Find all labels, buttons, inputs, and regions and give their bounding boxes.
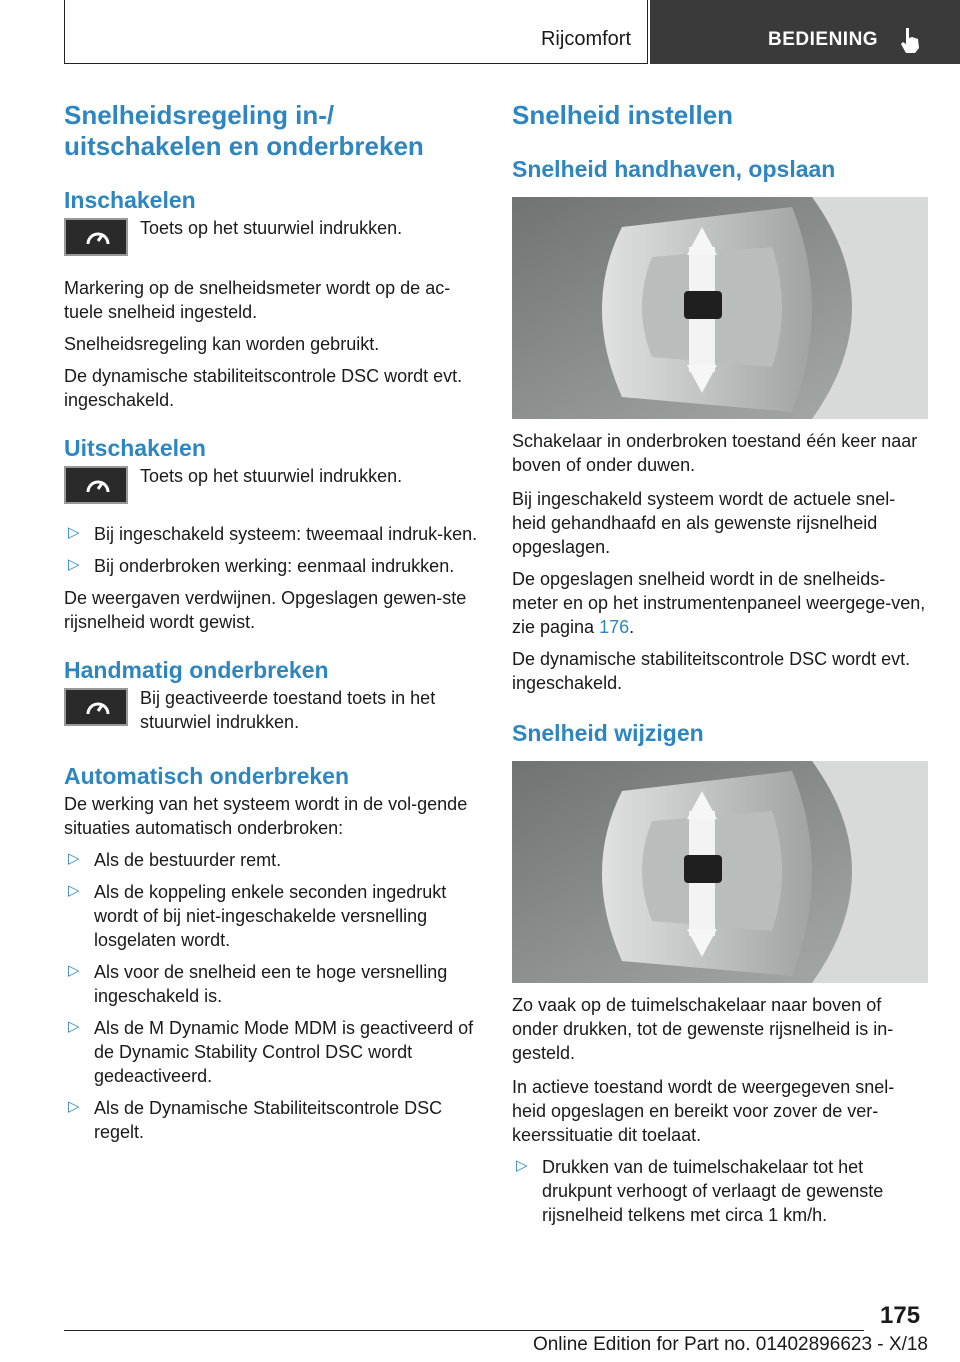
triangle-bullet-icon: ▷: [68, 1018, 80, 1035]
paragraph: Markering op de snelheidsmeter wordt op de ac-tuele snelheid ingesteld.: [64, 278, 451, 322]
heading-uitschakelen: Uitschakelen: [64, 435, 206, 461]
list-item: [64, 1016, 480, 1088]
list-item-text: Als voor de snelheid een te hoge versnelling ingeschakeld is.: [94, 962, 448, 1006]
list-item-text: Als de koppeling enkele seconden ingedrukt wordt of bij niet-ingeschakelde versnelling losgelaten wordt.: [94, 882, 447, 950]
paragraph-text: De opgeslagen snelheid wordt in de snelheids-meter en op het instrumentenpaneel weergege-ven, zie pagina: [512, 569, 926, 637]
list-item-text: Bij ingeschakeld systeem: tweemaal indruk-ken.: [94, 524, 478, 544]
list-item: [64, 880, 480, 952]
hand-pointer-icon: [898, 26, 922, 54]
right-main-heading: Snelheid instellen: [512, 100, 734, 130]
triangle-bullet-icon: ▷: [68, 1098, 80, 1115]
icon-row-inschakelen: [64, 216, 480, 272]
paragraph: De dynamische stabiliteitscontrole DSC wordt evt. ingeschakeld.: [64, 366, 463, 410]
paragraph: De weergaven verdwijnen. Opgeslagen gewen-ste rijsnelheid wordt gewist.: [64, 588, 467, 632]
triangle-bullet-icon: ▷: [516, 1157, 528, 1174]
icon-text-inschakelen: Toets op het stuurwiel indrukken.: [140, 218, 403, 238]
speed-control-button-icon: [64, 218, 128, 256]
list-item: [64, 554, 480, 578]
triangle-bullet-icon: ▷: [68, 850, 80, 867]
heading-wijzigen: Snelheid wijzigen: [512, 720, 704, 746]
list-item: [64, 1096, 480, 1144]
page-reference-link[interactable]: 176: [599, 617, 630, 637]
list-item-text: Als de M Dynamic Mode MDM is geactiveerd of de Dynamic Stability Control DSC wordt gedeactiveerd.: [94, 1018, 474, 1086]
list-item: [64, 848, 480, 872]
icon-row-uitschakelen: [64, 464, 480, 520]
list-item-text: Als de bestuurder remt.: [94, 850, 282, 870]
heading-handmatig: Handmatig onderbreken: [64, 657, 329, 683]
speed-control-button-icon: [64, 688, 128, 726]
speed-control-button-icon: [64, 466, 128, 504]
list-item-text: Bij onderbroken werking: eenmaal indrukken.: [94, 556, 455, 576]
paragraph: In actieve toestand wordt de weergegeven snel-heid opgeslagen en bereikt voor zover de ver-keerssituatie dit toelaat.: [512, 1077, 895, 1145]
list-item: [64, 522, 480, 546]
header-chapter-tab: [650, 0, 960, 64]
paragraph-with-link: [512, 567, 928, 639]
steering-wheel-switch-photo: [512, 197, 928, 419]
footer-divider: [64, 1330, 864, 1331]
list-item-text: Drukken van de tuimelschakelaar tot het drukpunt verhoogt of verlaagt de gewenste rijsnelheid telkens met circa 1 km/h.: [542, 1157, 884, 1225]
triangle-bullet-icon: ▷: [68, 556, 80, 573]
steering-wheel-switch-photo: [512, 761, 928, 983]
paragraph: De dynamische stabiliteitscontrole DSC wordt evt. ingeschakeld.: [512, 649, 911, 693]
triangle-bullet-icon: ▷: [68, 524, 80, 541]
header-section-title: Rijcomfort: [540, 28, 631, 50]
icon-text-handmatig: Bij geactiveerde toestand toets in het stuurwiel indrukken.: [140, 688, 436, 732]
paragraph: De werking van het systeem wordt in de vol-gende situaties automatisch onderbroken:: [64, 794, 468, 838]
icon-text-uitschakelen: Toets op het stuurwiel indrukken.: [140, 466, 403, 486]
right-column: [512, 100, 928, 1227]
paragraph: Snelheidsregeling kan worden gebruikt.: [64, 334, 380, 354]
paragraph: Schakelaar in onderbroken toestand één keer naar boven of onder duwen.: [512, 431, 918, 475]
triangle-bullet-icon: ▷: [68, 962, 80, 979]
header-section-box: [64, 0, 648, 64]
left-column: [64, 100, 480, 1144]
left-main-heading: Snelheidsregeling in-/ uitschakelen en onderbreken: [64, 100, 424, 161]
list-item: [512, 1155, 928, 1227]
paragraph-end: .: [629, 617, 635, 637]
heading-handhaven: Snelheid handhaven, opslaan: [512, 156, 836, 182]
heading-automatisch: Automatisch onderbreken: [64, 763, 349, 789]
icon-row-handmatig: [64, 686, 480, 760]
page-number: 175: [880, 1302, 921, 1329]
list-item-text: Als de Dynamische Stabiliteitscontrole DSC regelt.: [94, 1098, 443, 1142]
heading-inschakelen: Inschakelen: [64, 187, 196, 213]
header-chapter-title: BEDIENING: [768, 29, 879, 50]
footer-edition: Online Edition for Part no. 01402896623 - X/18: [532, 1334, 928, 1355]
paragraph: Bij ingeschakeld systeem wordt de actuele snel-heid gehandhaafd en als gewenste rijsnelheid opgeslagen.: [512, 489, 896, 557]
paragraph: Zo vaak op de tuimelschakelaar naar boven of onder drukken, tot de gewenste rijsnelheid is in-gesteld.: [512, 995, 894, 1063]
triangle-bullet-icon: ▷: [68, 882, 80, 899]
list-item: [64, 960, 480, 1008]
